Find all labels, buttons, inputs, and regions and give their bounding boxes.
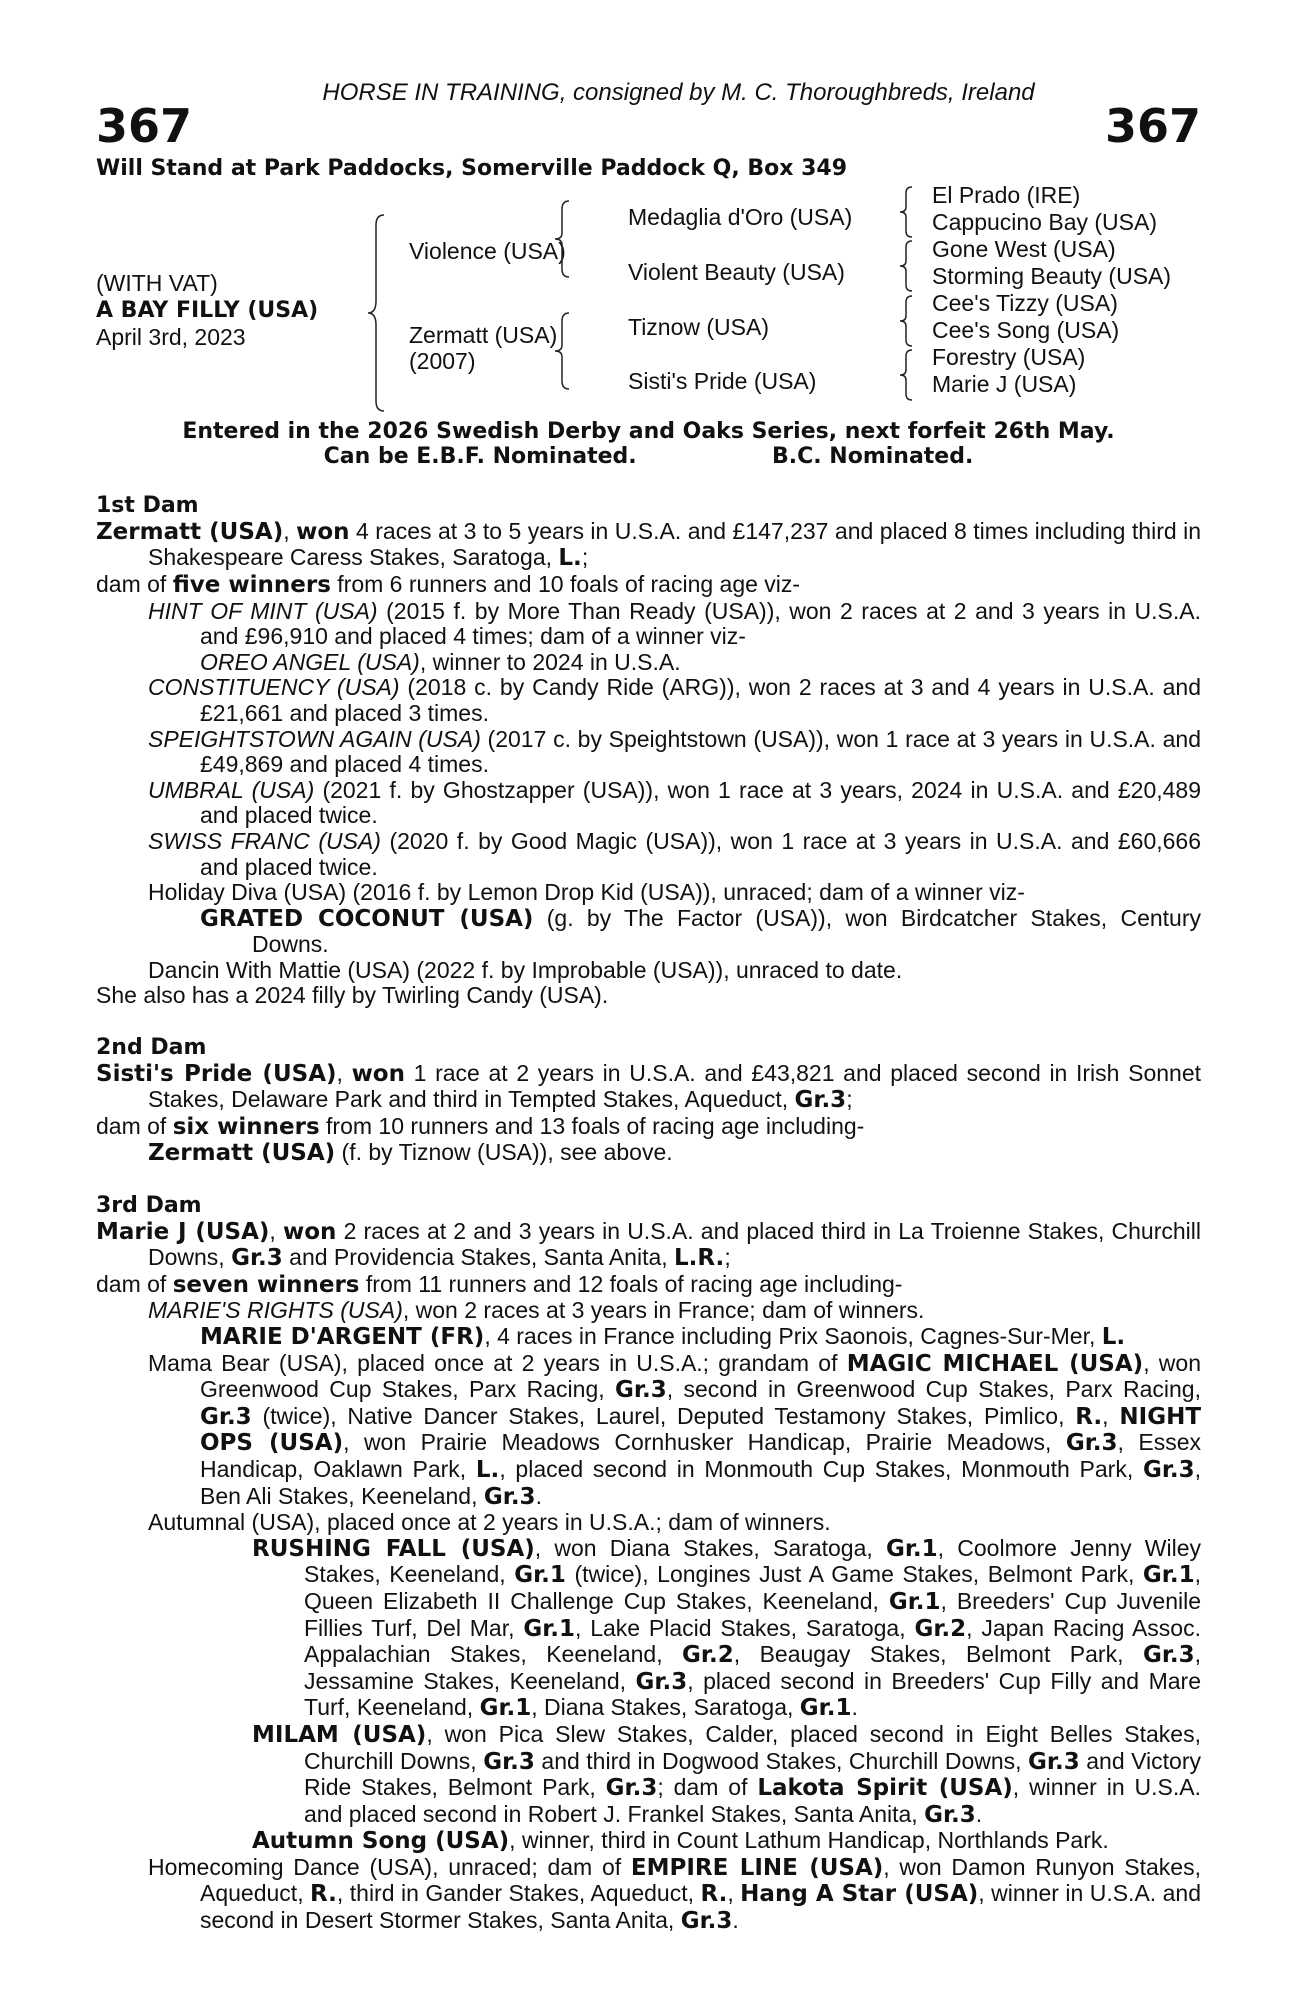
catalogue-page	[96, 80, 1201, 1935]
produce-umbral: UMBRAL (USA) (2021 f. by Ghostzapper (USA)), won 1 race at 3 years, 2024 in U.S.A. and £20,489 and placed twice.	[148, 776, 1201, 829]
brace-1	[366, 213, 386, 413]
produce-speightstown-again: SPEIGHTSTOWN AGAIN (USA) (2017 c. by Speightstown (USA)), won 1 race at 3 years in U.S.A. and £49,869 and placed 4 times.	[148, 725, 1201, 778]
produce-mama-bear: Mama Bear (USA), placed once at 2 years in U.S.A.; grandam of MAGIC MICHAEL (USA), won Greenwood Cup Stakes, Parx Racing, Gr.3, second in Greenwood Cup Stakes, Parx Racing, Gr.3 (twice), Native Dancer Stakes, Laurel, Deputed Testamony Stakes, Pimlico, R., NIGHT OPS (USA), won Prairie Meadows Cornhusker Handicap, Prairie Meadows, Gr.3, Essex Handicap, Oaklawn Park, L., placed second in Monmouth Cup Stakes, Monmouth Park, Gr.3, Ben Ali Stakes, Keeneland, Gr.3.	[148, 1349, 1202, 1510]
produce-hint-of-mint: HINT OF MINT (USA) (2015 f. by More Than Ready (USA)), won 2 races at 2 and 3 years in U.S.A. and £96,910 and placed 4 times; dam of a winner viz-	[148, 597, 1201, 650]
dam-dam-dam: Marie J (USA)	[932, 371, 1077, 398]
first-dam-title: 1st Dam	[96, 493, 199, 519]
third-dam-produce-summary: dam of seven winners from 11 runners and 12 foals of racing age including-	[96, 1270, 903, 1298]
brace-3a	[898, 185, 914, 239]
produce-zermatt: Zermatt (USA) (f. by Tiznow (USA)), see above.	[148, 1139, 673, 1167]
brace-3c	[898, 294, 914, 348]
sire: Violence (USA)	[409, 238, 566, 265]
produce-grated-coconut: GRATED COCONUT (USA) (g. by The Factor (USA)), won Birdcatcher Stakes, Century Downs.	[200, 904, 1201, 958]
sire-sire: Medaglia d'Oro (USA)	[628, 204, 853, 231]
vat-note: (WITH VAT)	[96, 270, 218, 297]
horse-dob: April 3rd, 2023	[96, 324, 246, 351]
entries-line: Entered in the 2026 Swedish Derby and Oaks Series, next forfeit 26th May.	[182, 419, 1115, 445]
third-dam-summary: Marie J (USA), won 2 races at 2 and 3 years in U.S.A. and placed third in La Troienne Stakes, Churchill Downs, Gr.3 and Providencia Stakes, Santa Anita, L.R.;	[96, 1217, 1202, 1272]
dam-sire-dam: Cee's Song (USA)	[932, 317, 1120, 344]
dam-year: (2007)	[409, 348, 476, 375]
produce-constituency: CONSTITUENCY (USA) (2018 c. by Candy Ride (ARG)), won 2 races at 3 and 4 years in U.S.A. and £21,661 and placed 3 times.	[148, 674, 1201, 726]
sire-sire-sire: El Prado (IRE)	[932, 182, 1081, 209]
produce-autumnal: Autumnal (USA), placed once at 2 years in U.S.A.; dam of winners.	[148, 1509, 831, 1536]
third-dam-title: 3rd Dam	[96, 1193, 202, 1219]
sire-sire-dam: Cappucino Bay (USA)	[932, 209, 1157, 236]
sire-dam-dam: Storming Beauty (USA)	[932, 263, 1172, 290]
brace-2b	[553, 311, 571, 391]
pedigree-table	[96, 183, 1201, 415]
second-dam-summary: Sisti's Pride (USA), won 1 race at 2 years in U.S.A. and £43,821 and placed second in Irish Sonnet Stakes, Delaware Park and third in Tempted Stakes, Aqueduct, Gr.3;	[96, 1059, 1202, 1114]
produce-oreo-angel: OREO ANGEL (USA), winner to 2024 in U.S.A.	[200, 648, 681, 675]
produce-rushing-fall: RUSHING FALL (USA), won Diana Stakes, Saratoga, Gr.1, Coolmore Jenny Wiley Stakes, Keeneland, Gr.1 (twice), Longines Just A Game Stakes, Belmont Park, Gr.1, Queen Elizabeth II Challenge Cup Stakes, Keeneland, Gr.1, Breeders' Cup Juvenile Fillies Turf, Del Mar, Gr.1, Lake Placid Stakes, Saratoga, Gr.2, Japan Racing Assoc. Appalachian Stakes, Keeneland, Gr.2, Beaugay Stakes, Belmont Park, Gr.3, Jessamine Stakes, Keeneland, Gr.3, placed second in Breeders' Cup Filly and Mare Turf, Keeneland, Gr.1, Diana Stakes, Saratoga, Gr.1.	[252, 1534, 1202, 1722]
stand-location: Will Stand at Park Paddocks, Somerville Paddock Q, Box 349	[96, 155, 848, 181]
nominations-line	[96, 444, 1201, 469]
dam-dam-sire: Forestry (USA)	[932, 344, 1086, 371]
first-dam-also: She also has a 2024 filly by Twirling Candy (USA).	[96, 982, 609, 1009]
dam-dam: Sisti's Pride (USA)	[628, 368, 817, 395]
brace-3d	[898, 348, 914, 402]
produce-maries-rights: MARIE'S RIGHTS (USA), won 2 races at 3 years in France; dam of winners.	[148, 1297, 925, 1324]
produce-autumn-song: Autumn Song (USA), winner, third in Count Lathum Handicap, Northlands Park.	[252, 1827, 1109, 1855]
sire-dam: Violent Beauty (USA)	[628, 259, 845, 286]
first-dam-summary: Zermatt (USA), won 4 races at 3 to 5 years in U.S.A. and £147,237 and placed 8 times including third in Shakespeare Caress Stakes, Saratoga, L.;	[96, 517, 1202, 572]
produce-marie-dargent: MARIE D'ARGENT (FR), 4 races in France including Prix Saonois, Cagnes-Sur-Mer, L.	[200, 1323, 1126, 1350]
horse-name: A BAY FILLY (USA)	[96, 298, 319, 324]
produce-swiss-franc: SWISS FRANC (USA) (2020 f. by Good Magic (USA)), won 1 race at 3 years in U.S.A. and £60,666 and placed twice.	[148, 827, 1202, 880]
sire-dam-sire: Gone West (USA)	[932, 236, 1116, 263]
lot-number-right: 367	[1104, 98, 1201, 153]
brace-2a	[553, 199, 571, 279]
ebf-nominated: Can be E.B.F. Nominated.	[323, 444, 637, 470]
dam-sire: Tiznow (USA)	[628, 314, 769, 341]
bc-nominated: B.C. Nominated.	[772, 444, 974, 470]
second-dam-produce-summary: dam of six winners from 10 runners and 13 foals of racing age including-	[96, 1112, 865, 1140]
dam-sire-sire: Cee's Tizzy (USA)	[932, 290, 1118, 317]
dam: Zermatt (USA)	[409, 322, 558, 349]
first-dam-produce-summary: dam of five winners from 6 runners and 10 foals of racing age viz-	[96, 570, 801, 598]
produce-holiday-diva: Holiday Diva (USA) (2016 f. by Lemon Drop Kid (USA)), unraced; dam of a winner viz-	[148, 879, 1025, 906]
produce-homecoming-dance: Homecoming Dance (USA), unraced; dam of EMPIRE LINE (USA), won Damon Runyon Stakes, Aqueduct, R., third in Gander Stakes, Aqueduct, R., Hang A Star (USA), winner in U.S.A. and second in Desert Stormer Stakes, Santa Anita, Gr.3.	[148, 1853, 1202, 1935]
produce-milam: MILAM (USA), won Pica Slew Stakes, Calder, placed second in Eight Belles Stakes, Churchill Downs, Gr.3 and third in Dogwood Stakes, Churchill Downs, Gr.3 and Victory Ride Stakes, Belmont Park, Gr.3; dam of Lakota Spirit (USA), winner in U.S.A. and placed second in Robert J. Frankel Stakes, Santa Anita, Gr.3.	[252, 1720, 1202, 1828]
brace-3b	[898, 239, 914, 293]
consignor-header: HORSE IN TRAINING, consigned by M. C. Thoroughbreds, Ireland	[322, 79, 1035, 106]
lot-number-row	[96, 100, 1201, 152]
second-dam-title: 2nd Dam	[96, 1035, 207, 1061]
lot-number-left: 367	[96, 98, 193, 153]
produce-dancin-with-mattie: Dancin With Mattie (USA) (2022 f. by Improbable (USA)), unraced to date.	[148, 956, 903, 983]
